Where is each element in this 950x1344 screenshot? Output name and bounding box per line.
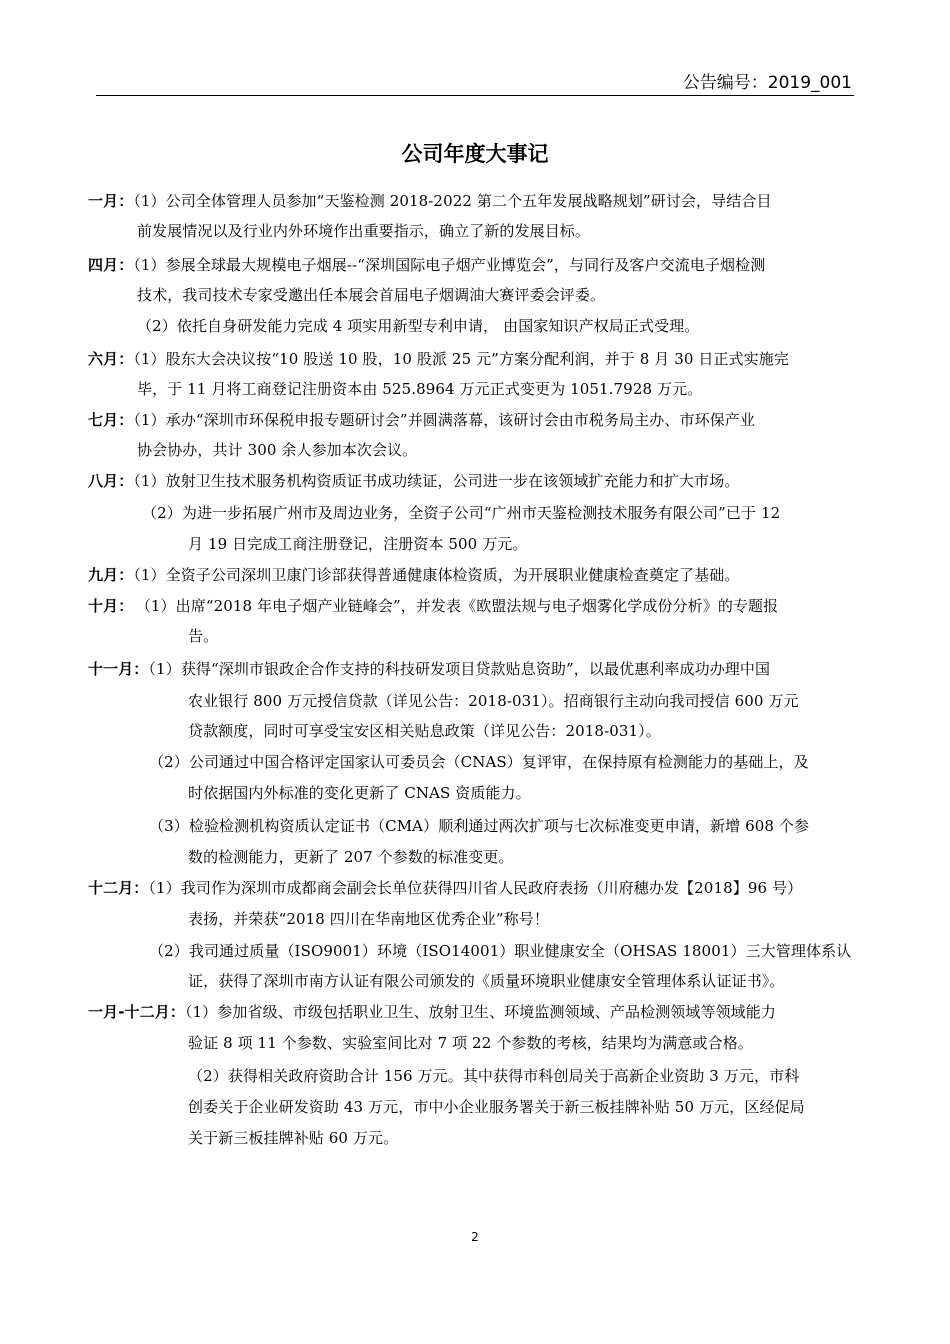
entry-line: 贷款额度，同时可享受宝安区相关贴息政策（详见公告：2018-031）。 [188,722,661,740]
entry-label: 九月： [88,566,134,584]
entry-september [88,560,739,590]
entry-june [88,344,789,374]
entry-line: 技术，我司技术专家受邀出任本展会首届电子烟调油大赛评委会评委。 [137,286,606,304]
entry-line: （1）承办“深圳市环保税申报专题研讨会”并圆满落幕，该研讨会由市税务局主办、市环保产业 [133,411,755,429]
entry-label: 四月： [88,256,134,274]
entry-line: （1）获得“深圳市银政企合作支持的科技研发项目贷款贴息资助”，以最优惠利率成功办理中国 [148,660,771,678]
entry-line: （2）为进一步拓展广州市及周边业务，全资子公司“广州市天鉴检测技术服务有限公司”已于 12 [142,504,781,522]
page-title: 公司年度大事记 [401,142,549,166]
entry-april [88,250,765,280]
entry-line: （1）放射卫生技术服务机构资质证书成功续证，公司进一步在该领域扩充能力和扩大市场。 [133,472,740,490]
entry-line: 前发展情况以及行业内外环境作出重要指示，确立了新的发展目标。 [137,222,591,240]
entry-label: 十二月： [88,879,149,897]
entry-line: （2）我司通过质量（ISO9001）环境（ISO14001）职业健康安全（OHSAS 18001）三大管理体系认 [149,942,852,960]
announcement-number: 公告编号：2019_001 [682,73,852,93]
entry-full-year [88,997,776,1027]
entry-line: （1）出席“2018 年电子烟产业链峰会”，并发表《欧盟法规与电子烟雾化学成份分析》的专题报 [143,597,779,615]
entry-line: 数的检测能力，更新了 207 个参数的标准变更。 [188,848,514,866]
entry-label: 十月： [88,597,134,615]
entry-december [88,873,802,903]
entry-november [88,654,770,684]
entry-october [88,591,778,621]
entry-line: （2）公司通过中国合格评定国家认可委员会（CNAS）复评审，在保持原有检测能力的基础上，及 [149,753,809,771]
entry-line: 月 19 日完成工商注册登记，注册资本 500 万元。 [188,535,528,553]
entry-label: 八月： [88,472,134,490]
entry-line: （1）公司全体管理人员参加“天鉴检测 2018-2022 第二个五年发展战略规划”研讨会，导结合目 [133,192,772,210]
entry-line: 关于新三板挂牌补贴 60 万元。 [188,1129,399,1147]
entry-line: 证，获得了深圳市南方认证有限公司颁发的《质量环境职业健康安全管理体系认证证书》。 [188,972,785,990]
entry-line: 农业银行 800 万元授信贷款（详见公告：2018-031）。招商银行主动向我司授信 600 万元 [188,692,799,710]
entry-label: 一月-十二月： [88,1003,185,1021]
header-divider [96,95,854,96]
entry-january [88,186,772,216]
entry-line: 毕，于 11 月将工商登记注册资本由 525.8964 万元正式变更为 1051.7928 万元。 [137,380,703,398]
entry-line: （2）获得相关政府资助合计 156 万元。其中获得市科创局关于高新企业资助 3 万元，市科 [188,1067,800,1085]
entry-line: （1）参加省级、市级包括职业卫生、放射卫生、环境监测领域、产品检测领域等领域能力 [184,1003,776,1021]
entry-line: （2）依托自身研发能力完成 4 项实用新型专利申请， 由国家知识产权局正式受理。 [137,317,700,335]
entry-label: 七月： [88,411,134,429]
entry-line: （1）我司作为深圳市成都商会副会长单位获得四川省人民政府表扬（川府穗办发【2018】96 号） [148,879,803,897]
entry-line: （1）全资子公司深圳卫康门诊部获得普通健康体检资质，为开展职业健康检查奠定了基础。 [133,566,740,584]
entry-line: 时依据国内外标准的变化更新了 CNAS 资质能力。 [188,784,531,802]
entry-line: 验证 8 项 11 个参数、实验室间比对 7 项 22 个参数的考核，结果均为满意或合格。 [188,1034,753,1052]
entry-july [88,405,755,435]
entry-line: （1）参展全球最大规模电子烟展--“深圳国际电子烟产业博览会”，与同行及客户交流电子烟检测 [133,256,766,274]
entry-line: （1）股东大会决议按“10 股送 10 股，10 股派 25 元”方案分配利润，并于 8 月 30 日正式实施完 [133,350,789,368]
entry-august [88,466,739,496]
entry-line: 表扬，并荣获“2018 四川在华南地区优秀企业”称号！ [188,910,549,928]
entry-label: 十一月： [88,660,149,678]
entry-label: 一月： [88,192,134,210]
entry-label: 六月： [88,350,134,368]
entry-line: 协会协办，共计 300 余人参加本次会议。 [137,441,418,459]
entry-line: （3）检验检测机构资质认定证书（CMA）顺利通过两次扩项与七次标准变更申请，新增 608 个参 [149,817,810,835]
entry-line: 告。 [188,627,219,645]
page-number: 2 [471,1230,479,1244]
entry-line: 创委关于企业研发资助 43 万元，市中小企业服务署关于新三板挂牌补贴 50 万元，区经促局 [188,1098,805,1116]
